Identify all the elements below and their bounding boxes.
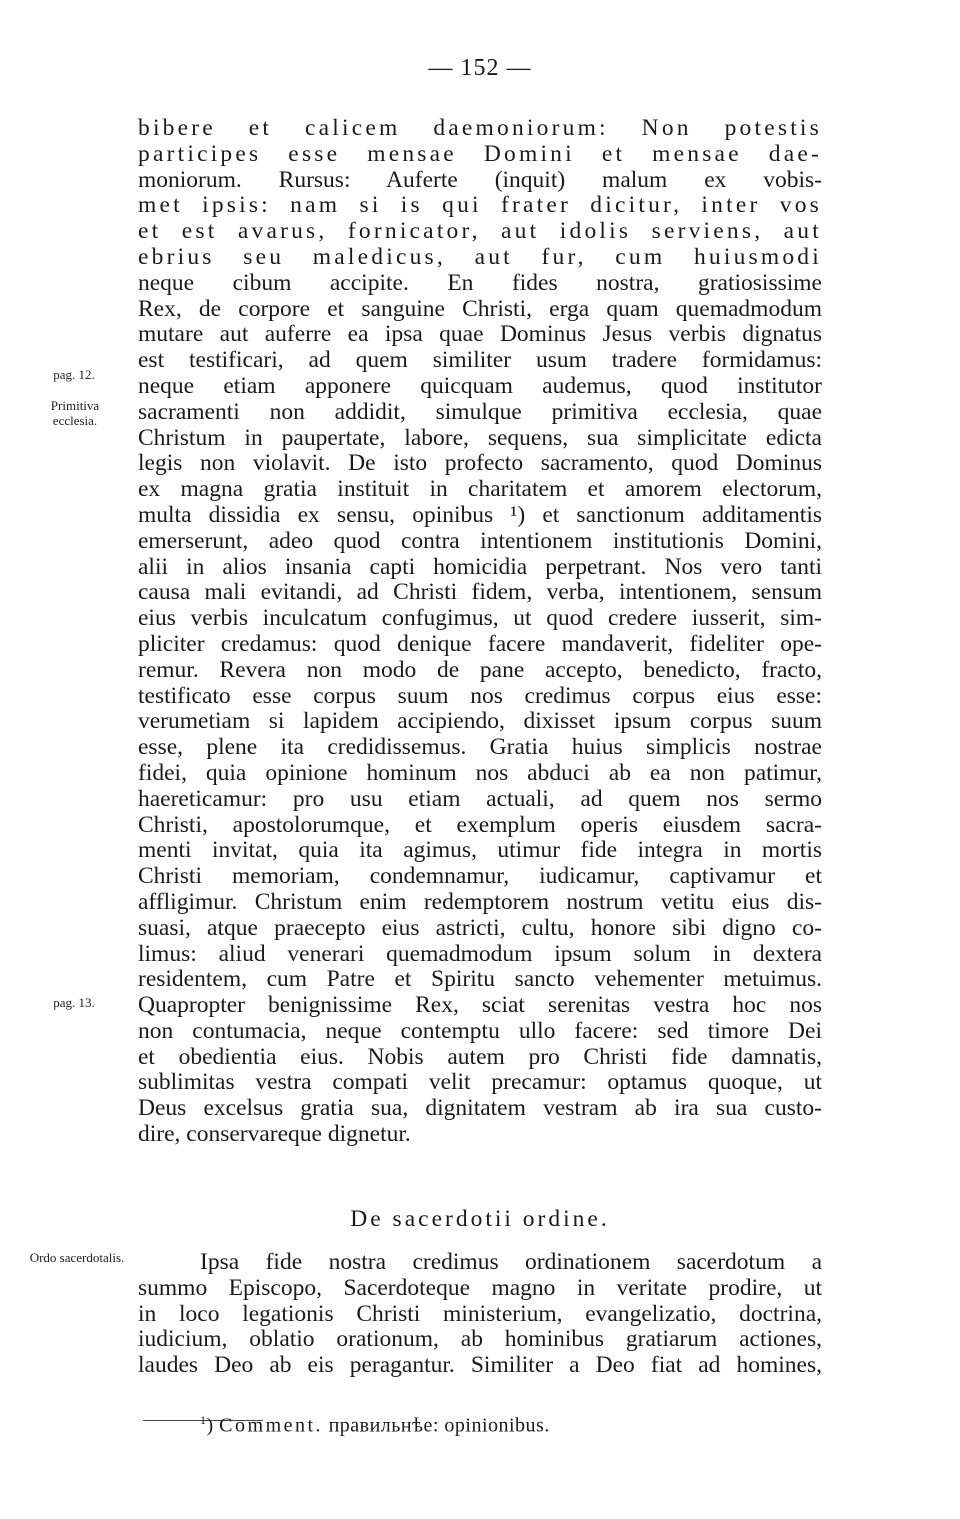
text-line: Quapropter benignissime Rex, sciat serenitas vestra hoc nos bbox=[138, 992, 822, 1019]
text-line: sacramenti non addidit, simulque primitiva ecclesia, quae bbox=[138, 398, 822, 425]
text-line: legis non violavit. De isto profecto sacramento, quod Dominus bbox=[138, 450, 822, 477]
text-line: bibere et calicem daemoniorum: Non potestis bbox=[138, 115, 822, 141]
text-line: eius verbis inculcatum confugimus, ut quod credere iusserit, sim- bbox=[138, 605, 822, 632]
text-line: Christi memoriam, condemnamur, iudicamur, captivamur et bbox=[138, 863, 822, 890]
text-line: dire, conservareque dignetur. bbox=[138, 1121, 411, 1148]
main-text-block bbox=[138, 116, 822, 1148]
margin-note-primitiva-ecclesia: Primitiva ecclesia. bbox=[50, 398, 100, 428]
text-line: verumetiam si lapidem accipiendo, dixisset ipsum corpus suum bbox=[138, 708, 822, 735]
text-line: non contumacia, neque contemptu ullo facere: sed timore Dei bbox=[138, 1017, 822, 1044]
text-line: et obedientia eius. Nobis autem pro Christi fide damnatis, bbox=[138, 1043, 822, 1070]
text-line: esse, plene ita credidissemus. Gratia huius simplicis nostrae bbox=[138, 734, 822, 761]
section-text-block bbox=[138, 1250, 822, 1379]
text-line: est testificari, ad quem similiter usum tradere formidamus: bbox=[138, 347, 822, 374]
text-line: moniorum. Rursus: Auferte (inquit) malum ex vobis- bbox=[138, 166, 822, 193]
text-line: suasi, atque praecepto eius astricti, cultu, honore sibi digno co- bbox=[138, 914, 822, 941]
text-line: et est avarus, fornicator, aut idolis serviens, aut bbox=[138, 218, 822, 245]
text-line: causa mali evitandi, ad Christi fidem, verba, intentionem, sensum bbox=[138, 579, 822, 606]
footnote-marker: 1 bbox=[200, 1413, 207, 1427]
text-line: ex magna gratia instituit in charitatem et amorem electorum, bbox=[138, 476, 822, 503]
text-line: ebrius seu maledicus, aut fur, cum huiusmodi bbox=[138, 243, 822, 270]
text-line: menti invitat, quia ita agimus, utimur fide integra in mortis bbox=[138, 837, 822, 864]
text-line: participes esse mensae Domini et mensae dae- bbox=[138, 140, 822, 167]
text-line: laudes Deo ab eis peragantur. Similiter a Deo fiat ad homines, bbox=[138, 1352, 822, 1379]
section-heading: De sacerdotii ordine. bbox=[350, 1206, 610, 1232]
text-line: affligimur. Christum enim redemptorem nostrum vetitu eius dis- bbox=[138, 888, 822, 915]
footnote-text: правильнѣе: opinionibus. bbox=[323, 1414, 550, 1437]
text-line: met ipsis: nam si is qui frater dicitur, inter vos bbox=[138, 192, 822, 219]
text-line: Christi, apostolorumque, et exemplum operis eiusdem sacra- bbox=[138, 811, 822, 838]
text-line: neque cibum accipite. En fides nostra, gratiosissime bbox=[138, 269, 822, 296]
text-line: Ipsa fide nostra credimus ordinationem sacerdotum a bbox=[200, 1249, 822, 1275]
footnote: $^1$) Comment. правильнѣе: opinionibus. bbox=[200, 1413, 550, 1437]
margin-note-pag-13: pag. 13. bbox=[53, 995, 95, 1010]
text-line: limus: aliud venerari quemadmodum ipsum solum in dextera bbox=[138, 940, 822, 967]
footnote-label: Comment. bbox=[219, 1414, 324, 1437]
text-line: remur. Revera non modo de pane accepto, benedicto, fracto, bbox=[138, 656, 822, 683]
margin-note-ordo-sacerdotalis: Ordo sacerdotalis. bbox=[29, 1250, 125, 1265]
text-line: Rex, de corpore et sanguine Christi, erga quam quemadmodum bbox=[138, 295, 822, 322]
text-line: residentem, cum Patre et Spiritu sancto vehementer metuimus. bbox=[138, 966, 822, 993]
text-line: testificato esse corpus suum nos credimus corpus eius esse: bbox=[138, 682, 822, 709]
text-line: fidei, quia opinione hominum nos abduci ab ea non patimur, bbox=[138, 759, 822, 786]
text-line: emerserunt, adeo quod contra intentionem institutionis Domini, bbox=[138, 527, 822, 554]
text-line: haereticamur: pro usu etiam actuali, ad quem nos sermo bbox=[138, 785, 822, 812]
page-number: — 152 — bbox=[428, 55, 532, 81]
text-line: Christum in paupertate, labore, sequens, sua simplicitate edicta bbox=[138, 424, 822, 451]
text-line: in loco legationis Christi ministerium, evangelizatio, doctrina, bbox=[138, 1300, 822, 1327]
text-line: mutare aut auferre ea ipsa quae Dominus Jesus verbis dignatus bbox=[138, 321, 822, 348]
text-line: neque etiam apponere quicquam audemus, quod institutor bbox=[138, 372, 822, 399]
text-line: pliciter credamus: quod denique facere mandaverit, fideliter ope- bbox=[138, 630, 822, 657]
text-line: iudicium, oblatio orationum, ab hominibus gratiarum actiones, bbox=[138, 1326, 822, 1353]
text-line: Deus excelsus gratia sua, dignitatem vestram ab ira sua custo- bbox=[138, 1095, 822, 1122]
text-line: alii in alios insania capti homicidia perpetrant. Nos vero tanti bbox=[138, 553, 822, 580]
margin-note-pag-12: pag. 12. bbox=[53, 367, 95, 382]
text-line: multa dissidia ex sensu, opinibus ¹) et sanctionum additamentis bbox=[138, 501, 822, 528]
text-line: summo Episcopo, Sacerdoteque magno in veritate prodire, ut bbox=[138, 1274, 822, 1301]
text-line: sublimitas vestra compati velit precamur: optamus quoque, ut bbox=[138, 1069, 822, 1096]
